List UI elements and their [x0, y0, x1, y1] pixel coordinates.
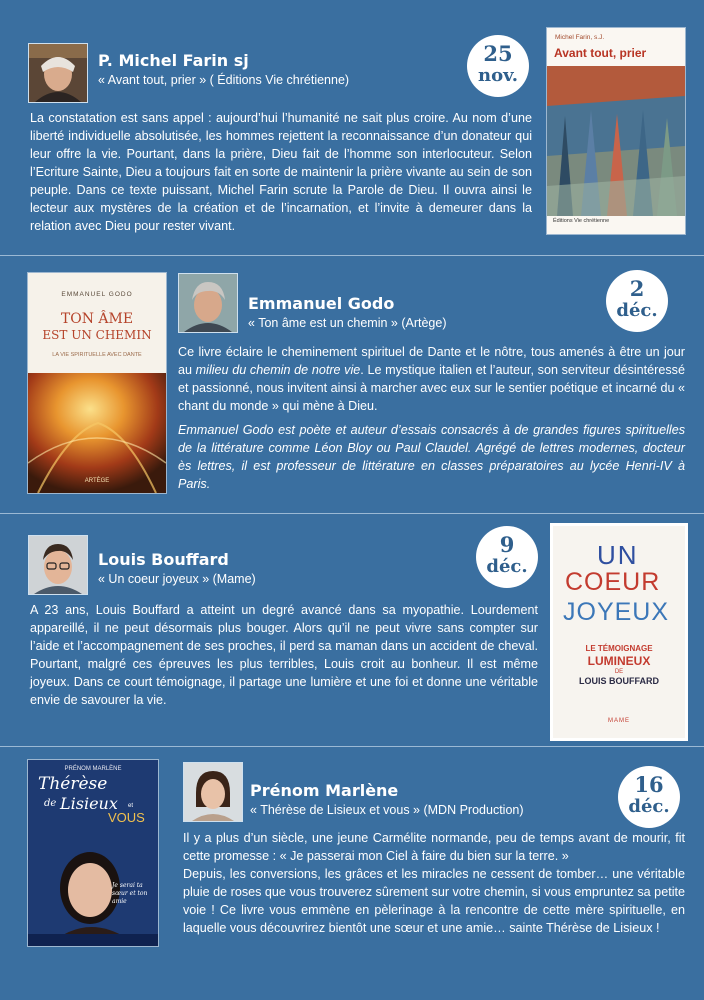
cover-title-line-1: TON ÂME	[60, 311, 134, 327]
date-badge	[476, 526, 538, 588]
description-paragraph: Depuis, les conversions, les grâces et les miracles ne cessent de tomber… une véritable pluie de roses que vous trouverez sûrement sur votre chemin, si vous empruntez sa petite voie ! Ce livre vous emmène en pèlerinage à la rencontre de cette mère spirituelle, en laquelle vous découvrirez bientôt une sœur et une amie… sainte Thérèse de Lisieux !	[183, 867, 685, 935]
cover-title-de: de	[44, 798, 57, 809]
section-divider	[0, 255, 704, 256]
cover-publisher: ARTÈGE	[84, 478, 110, 484]
description-text: Ce livre éclaire le cheminement spirituel de Dante et le nôtre, tous amenés à être un jour au	[178, 345, 685, 377]
book-reference: « Ton âme est un chemin » (Artège)	[248, 316, 447, 330]
date-badge	[467, 35, 529, 97]
cover-title-line-2: EST UN CHEMIN	[42, 328, 152, 342]
description	[183, 829, 685, 937]
date-month: nov.	[477, 65, 518, 86]
date-day: 16	[634, 772, 664, 797]
book-reference: « Un coeur joyeux » (Mame)	[98, 572, 256, 586]
date-badge	[606, 270, 668, 332]
author-name: P. Michel Farin sj	[98, 51, 249, 70]
description-paragraph	[178, 343, 685, 415]
cover-title-lisieux: Lisieux	[60, 794, 118, 813]
date-month: déc.	[486, 556, 528, 577]
author-photo	[28, 43, 88, 103]
description-emphasis: milieu du chemin de notre vie	[195, 363, 361, 377]
author-photo	[28, 535, 88, 595]
cover-author: EMMANUEL GODO	[61, 291, 133, 298]
date-badge	[618, 766, 680, 828]
section-divider	[0, 746, 704, 747]
description	[30, 601, 538, 709]
date-day: 25	[483, 41, 513, 66]
cover-word-joyeux: JOYEUX	[563, 598, 670, 626]
cover-subtitle: LA VIE SPIRITUELLE AVEC DANTE	[52, 352, 142, 358]
description-text: . Le mystique italien et l’auteur, son serviteur désintéressé et passionné, nous invitent ainsi à marcher avec eux sur le sentier poétique et incarné du « chant du monde » qui mène à Dieu.	[178, 363, 685, 413]
author-name: Emmanuel Godo	[248, 294, 395, 313]
description	[30, 109, 532, 235]
book-cover	[28, 273, 166, 493]
cover-publisher: MAME	[608, 718, 630, 724]
cover-tagline: Je serai ta sœur et ton amie	[112, 882, 148, 905]
description-paragraph: Il y a plus d’un siècle, une jeune Carmélite normande, peu de temps avant de mourir, fit cette promesse : « Je passerai mon Ciel à faire du bien sur la terre. »	[183, 831, 685, 863]
cover-title-vous: VOUS	[108, 810, 145, 825]
author-name: Prénom Marlène	[250, 781, 399, 800]
book-cover	[553, 526, 685, 738]
date-month: déc.	[628, 796, 670, 817]
cover-author: Michel Farin, s.J.	[555, 34, 605, 41]
cover-publisher: Éditions Vie chrétienne	[553, 218, 610, 224]
description-paragraph: La constatation est sans appel : aujourd’hui l’humanité ne sait plus croire. Au nom d’une liberté individuelle absolutisée, les hommes rejettent la reconnaissance d’un donateur qui leur offre la vie. Pourtant, dans la prière, Dieu fait de l’homme son interlocuteur. Selon l’Ecriture Sainte, Dieu a toujours fait en sorte de maintenir la prière vivante au sein de son peuple. Dans ce texte puissant, Michel Farin scrute la Parole de Dieu. Il ouvra ainsi le lecteur aux mystères de la création et de l’incarnation, et l’invite à demeurer dans la relation avec Dieu pour rester vivant.	[30, 111, 532, 233]
cover-tagline-3: DE	[614, 669, 624, 675]
date-day: 2	[629, 276, 645, 301]
date-month: déc.	[616, 300, 658, 321]
cover-painting	[28, 373, 166, 493]
cover-tagline-4: LOUIS BOUFFARD	[579, 676, 659, 686]
author-photo	[183, 762, 243, 822]
book-cover	[547, 28, 685, 234]
book-reference: « Thérèse de Lisieux et vous » (MDN Production)	[250, 803, 524, 817]
cover-title-et: et	[128, 803, 134, 809]
author-name: Louis Bouffard	[98, 550, 229, 569]
cover-word-coeur: COEUR	[565, 568, 661, 596]
cover-tagline-2: LUMINEUX	[587, 654, 651, 668]
cover-title-therese: Thérèse	[38, 774, 108, 794]
book-cover	[28, 760, 158, 946]
cover-painting	[547, 66, 685, 216]
cover-title: Avant tout, prier	[554, 46, 647, 60]
description-paragraph: A 23 ans, Louis Bouffard a atteint un degré avancé dans sa myopathie. Lourdement appareillé, il ne peut désormais plus bouger. Alors qu’il ne peut vivre sans compter sur l’aide et l’accompagnement de ses proches, il perd sa maman dans un accident de cheval. Pourtant, malgré ces épreuves les plus terribles, Louis croit au bonheur. Il est même joyeux. Dans ce court témoignage, il partage une lumière et une foi et donne une véritable envie de savourer la vie.	[30, 603, 538, 707]
book-reference: « Avant tout, prier » ( Éditions Vie chrétienne)	[98, 73, 350, 87]
description	[178, 343, 685, 493]
cover-author: PRÉNOM MARLÈNE	[64, 766, 122, 772]
cover-word-un: UN	[597, 540, 639, 570]
section-divider	[0, 513, 704, 514]
author-bio: Emmanuel Godo est poète et auteur d’essais consacrés à de grandes figures spirituelles de la littérature comme Léon Bloy ou Paul Claudel. Agrégé de lettres modernes, docteur ès lettres, il est professeur de littérature en classes préparatoires au lycée Henri-IV à Paris.	[178, 423, 685, 491]
date-day: 9	[499, 532, 515, 557]
cover-tagline-1: LE TÉMOIGNAGE	[585, 644, 653, 653]
author-photo	[178, 273, 238, 333]
